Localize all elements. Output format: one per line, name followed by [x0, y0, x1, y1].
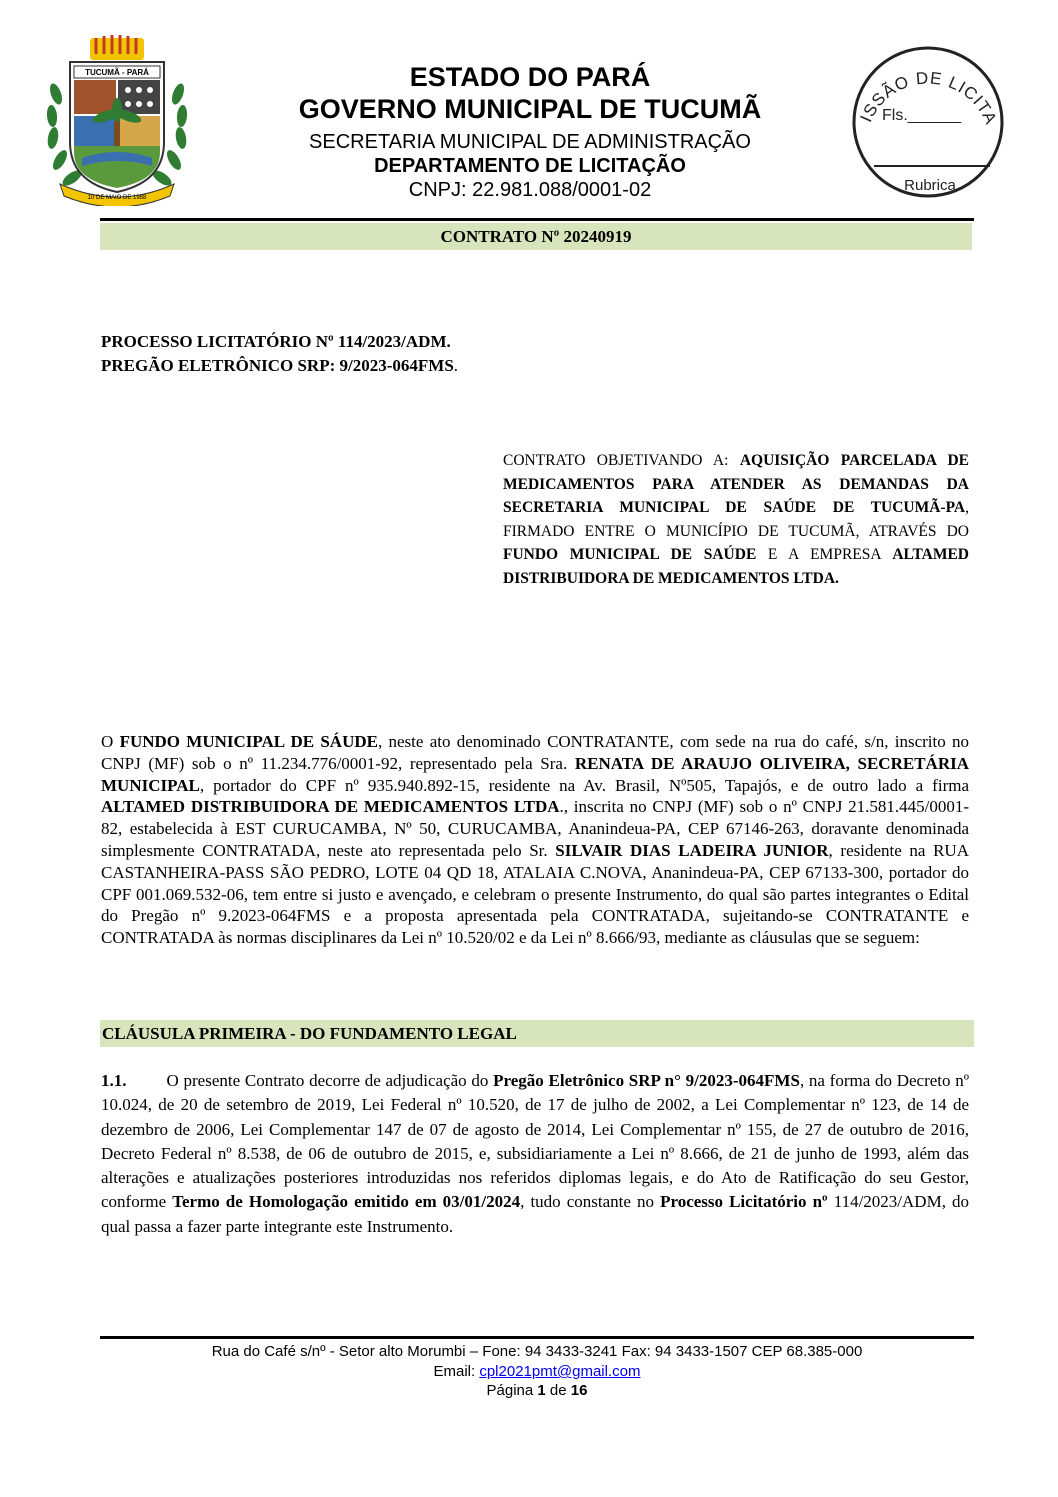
state-name: ESTADO DO PARÁ	[409, 62, 651, 92]
stamp-rubrica: Rubrica	[904, 177, 956, 194]
clause1-title: CLÁUSULA PRIMEIRA - DO FUNDAMENTO LEGAL	[100, 1020, 974, 1047]
preamble-text-2: , neste ato denominado CONTRATANTE, com sede na rua do café, s/n, inscrito no CNPJ (MF) sob o nº 11.234.776/0001-92, representado pela Sra.	[101, 732, 970, 773]
header-cnpj: CNPJ: 22.981.088/0001-02	[408, 179, 652, 201]
preamble-bold-2: RENATA DE ARAUJO OLIVEIRA, SECRETÁRIA MUNICIPAL	[101, 753, 969, 795]
government-name: GOVERNO MUNICIPAL DE TUCUMÃ	[298, 94, 762, 124]
pregao-line	[101, 354, 458, 377]
footer-email-label: Email:	[433, 1363, 480, 1380]
header-rule	[100, 218, 974, 221]
department-name: DEPARTAMENTO DE LICITAÇÃO	[374, 155, 686, 177]
preamble-text-4: ., inscrita no CNPJ (MF) sob o nº CNPJ 21.581.445/0001-82, estabelecida à EST CURUCAMBA, Nº 50, CURUCAMBA, Ananindeua-PA, CEP 67146-263, doravante denominada simplesmente CONTRATADA, neste ato representada pelo Sr.	[101, 797, 969, 860]
preamble-text-3: , portador do CPF nº 935.940.892-15, residente na Av. Brasil, Nº505, Tapajós, e de outro lado a firma	[199, 775, 969, 795]
coat-of-arms-label: TUCUMÃ - PARÁ	[85, 68, 149, 77]
footer-rule	[100, 1336, 974, 1339]
stamp-arc-text: ISSÃO DE LICITA	[856, 68, 1001, 128]
page-prefix: Página	[486, 1382, 538, 1399]
page-mid: de	[545, 1382, 571, 1399]
clause1-bold-1: Pregão Eletrônico SRP n° 9/2023-064FMS	[493, 1071, 800, 1090]
clause1-bold-2: Termo de Homologação emitido em 03/01/2024	[172, 1192, 521, 1212]
footer-email-link[interactable]: cpl2021pmt@gmail.com	[479, 1363, 641, 1380]
preamble-bold-4: SILVAIR DIAS LADEIRA JUNIOR	[555, 840, 829, 860]
preamble-text-1: O	[101, 732, 120, 751]
licitacao-stamp	[848, 38, 1008, 202]
clause1-paragraph	[101, 1069, 969, 1239]
page-current: 1	[537, 1382, 546, 1399]
page-number	[100, 1381, 974, 1400]
preamble-bold-3: ALTAMED DISTRIBUIDORA DE MEDICAMENTOS LTDA	[101, 797, 560, 817]
contract-title: CONTRATO Nº 20240919	[100, 223, 972, 250]
footer-address: Rua do Café s/nº - Setor alto Morumbi – Fone: 94 3433-3241 Fax: 94 3433-1507 CEP 68.385-000	[211, 1343, 863, 1360]
process-line: PROCESSO LICITATÓRIO Nº 114/2023/ADM.	[101, 332, 451, 351]
object-lead: CONTRATO OBJETIVANDO A:	[503, 452, 740, 469]
object-fund: FUNDO MUNICIPAL DE SAÚDE	[503, 546, 757, 563]
clause1-text-4: 114/2023/ADM, do qual passa a fazer parte integrante este Instrumento.	[101, 1192, 970, 1236]
clause1-bold-3: Processo Licitatório nº	[660, 1192, 828, 1212]
coat-ribbon-label: 10 DE MAIO DE 1988	[87, 195, 147, 201]
stamp-fls: Fls.______	[882, 107, 962, 124]
contract-object	[503, 449, 969, 590]
clause1-text-1: O presente Contrato decorre de adjudicação do	[166, 1071, 494, 1090]
preamble-bold-1: FUNDO MUNICIPAL DE SÁUDE	[119, 732, 378, 751]
preamble-paragraph	[101, 731, 969, 949]
object-and: E A EMPRESA	[756, 546, 893, 563]
pregao-label: PREGÃO ELETRÔNICO SRP	[101, 356, 330, 375]
preamble-text-5: , residente na RUA CASTANHEIRA-PASS SÃO PEDRO, LOTE 04 QD 18, ATALAIA C.NOVA, Ananindeua-PA, CEP 67133-300, portador do CPF 001.069.532-06, tem entre si justo e avençado, e celebram o presente Instrumento, do qual são partes integrantes o Edital do Pregão nº 9.2023-064FMS e a proposta apresentada pela CONTRATADA, sujeitando-se CONTRATANTE e CONTRATADA às normas disciplinares da Lei nº 10.520/02 e da Lei nº 8.666/93, mediante as cláusulas que se seguem:	[101, 840, 969, 948]
secretariat-name: SECRETARIA MUNICIPAL DE ADMINISTRAÇÃO	[309, 131, 751, 153]
clause1-number: 1.1.	[101, 1071, 127, 1090]
clause1-text-3: , tudo constante no	[520, 1192, 661, 1212]
footer-email-line	[100, 1362, 974, 1381]
pregao-dot: .	[453, 356, 459, 375]
page-total: 16	[570, 1382, 588, 1399]
coat-of-arms	[42, 34, 192, 206]
object-company: ALTAMED DISTRIBUIDORA DE MEDICAMENTOS LTDA.	[503, 546, 969, 587]
clause1-text-2: , na forma do Decreto nº 10.024, de 20 de setembro de 2019, Lei Federal nº 10.520, de 17 de julho de 2002, a Lei Complementar nº 123, de 14 de dezembro de 2006, Lei Complementar 147 de 07 de agosto de 2014, Lei Complementar nº 155, de 27 de outubro de 2016, Decreto Federal nº 8.538, de 06 de outubro de 2015, e, subsidiariamente a Lei nº 8.666, de 21 de junho de 1993, além das alterações e atualizações posteriores introduzidas nos referidos diplomas legais, e do Ato de Ratificação do seu Gestor, conforme	[101, 1071, 969, 1212]
pregao-value: : 9/2023-064FMS	[329, 356, 454, 375]
object-mid: , FIRMADO ENTRE O MUNICÍPIO DE TUCUMÃ, ATRAVÉS DO	[503, 499, 969, 540]
object-subject: AQUISIÇÃO PARCELADA DE MEDICAMENTOS PARA ATENDER AS DEMANDAS DA SECRETARIA MUNICIPAL DE SAÚDE DE TUCUMÃ-PA	[503, 452, 970, 516]
